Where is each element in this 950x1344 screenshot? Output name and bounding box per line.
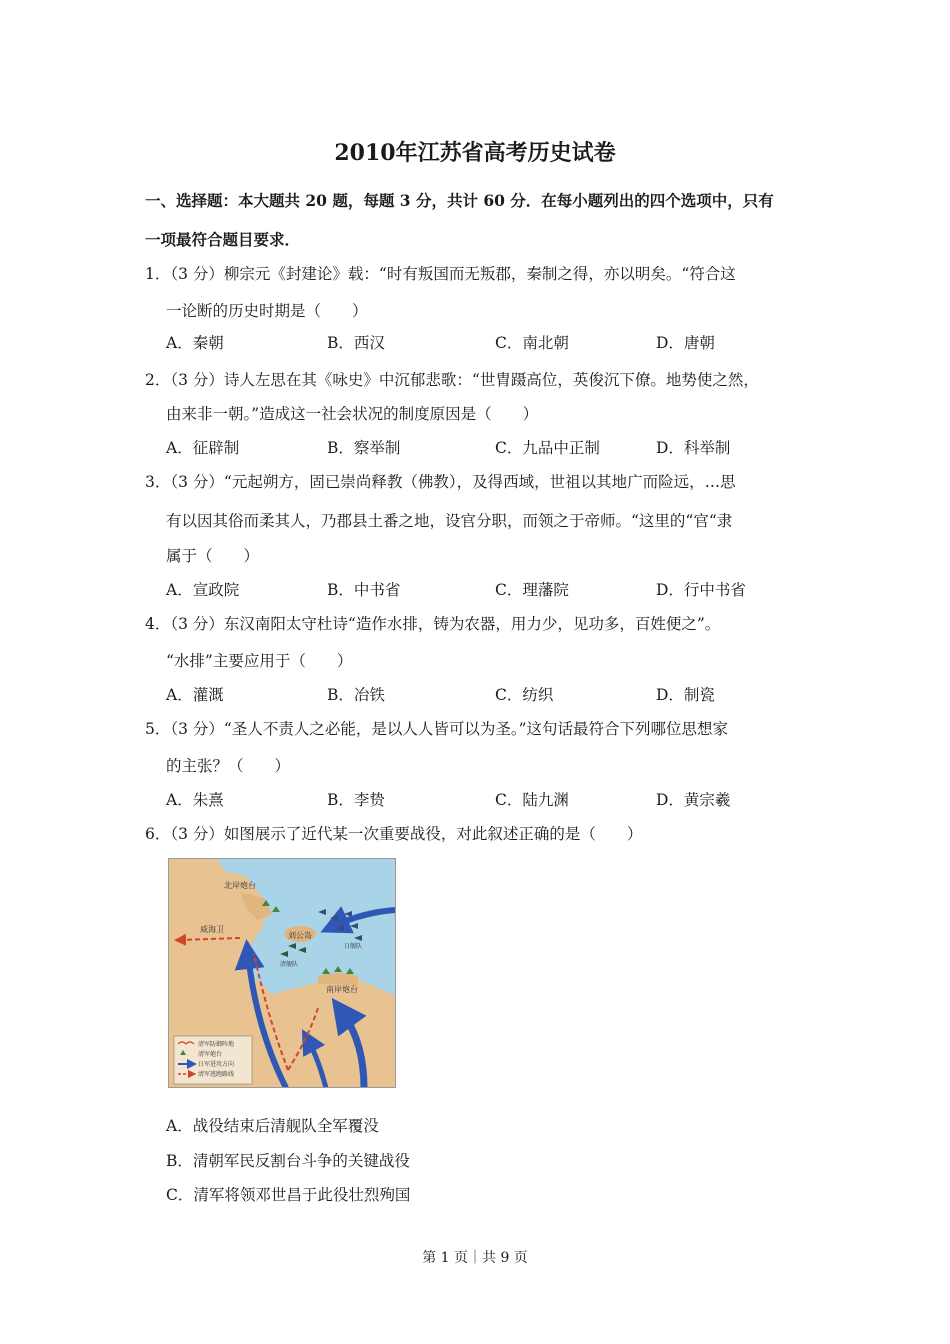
section-heading-line2: 一项最符合题目要求． (145, 230, 301, 249)
section-heading-line1: 一、选择题：本大题共 20 题，每题 3 分，共计 60 分．在每小题列出的四个选项中，只有 (145, 191, 774, 210)
label-north-fort: 北岸炮台 (224, 881, 256, 890)
question-3-line3: 属于（ ） (166, 547, 260, 565)
legend-item-retreat: 清军逃跑路线 (198, 1071, 235, 1078)
q4-option-d: D．制瓷 (656, 686, 715, 704)
question-3-line2: 有以因其俗而柔其人，乃郡县土番之地，设官分职，而领之于帝师。“这里的“官“隶 (166, 512, 733, 530)
question-6-line1: 6．（3 分）如图展示了近代某一次重要战役，对此叙述正确的是（ ） (145, 825, 643, 843)
q1-option-d: D．唐朝 (656, 334, 715, 352)
question-5-line2: 的主张？（ ） (166, 757, 291, 775)
q2-option-c: C．九品中正制 (495, 439, 600, 457)
q6-option-b: B．清朝军民反割台斗争的关键战役 (166, 1152, 410, 1170)
page-title: 2010年江苏省高考历史试卷 (334, 140, 616, 166)
q3-option-b: B．中书省 (327, 581, 401, 599)
q1-option-a: A．秦朝 (166, 334, 224, 352)
q5-option-b: B．李贽 (327, 791, 385, 809)
label-weihaiwei: 威海卫 (200, 925, 224, 934)
q2-option-d: D．科举制 (656, 439, 731, 457)
question-5-line1: 5．（3 分）“圣人不责人之必能，是以人人皆可以为圣。”这句话最符合下列哪位思想家 (145, 720, 729, 738)
q5-option-a: A．朱熹 (166, 791, 224, 809)
question-2-line1: 2．（3 分）诗人左思在其《咏史》中沉郁悲歌：“世胄蹑高位，英俊沉下僚。地势使之然， (145, 371, 759, 389)
question-1-line1: 1．（3 分）柳宗元《封建论》载：“时有叛国而无叛郡，秦制之得，亦以明矣。“符合这 (145, 265, 736, 283)
q6-option-a: A．战役结束后清舰队全军覆没 (166, 1117, 379, 1135)
question-4-line2: “水排”主要应用于（ ） (166, 652, 353, 670)
q4-option-c: C．纺织 (495, 686, 554, 704)
q1-option-c: C．南北朝 (495, 334, 569, 352)
q3-option-c: C．理藩院 (495, 581, 569, 599)
q5-option-d: D．黄宗羲 (656, 791, 731, 809)
question-1-line2: 一论断的历史时期是（ ） (166, 302, 368, 320)
question-2-line2: 由来非一朝。”造成这一社会状况的制度原因是（ ） (166, 405, 539, 423)
label-liugong: 刘公岛 (288, 931, 312, 940)
label-qing-fleet: 清舰队 (280, 961, 299, 968)
q5-option-c: C．陆九渊 (495, 791, 569, 809)
q6-option-c: C．清军将领邓世昌于此役壮烈殉国 (166, 1186, 411, 1204)
q2-option-b: B．察举制 (327, 439, 401, 457)
legend-item-fort: 清军炮台 (198, 1051, 223, 1058)
q4-option-a: A．灌溉 (166, 686, 224, 704)
legend-item-attack: 日军进攻方向 (198, 1061, 235, 1068)
battle-map-figure (168, 858, 396, 1088)
label-south-fort: 南岸炮台 (326, 985, 358, 994)
question-4-line1: 4．（3 分）东汉南阳太守杜诗“造作水排，铸为农器，用力少，见功多，百姓便之”。 (145, 615, 721, 633)
q1-option-b: B．西汉 (327, 334, 385, 352)
page-footer: 第 1 页｜共 9 页 (422, 1250, 528, 1266)
legend-item-defense: 清军防御阵地 (198, 1041, 235, 1048)
q2-option-a: A．征辟制 (166, 439, 240, 457)
q3-option-d: D．行中书省 (656, 581, 746, 599)
label-japan-fleet: 日舰队 (344, 943, 363, 950)
q4-option-b: B．冶铁 (327, 686, 385, 704)
question-3-line1: 3．（3 分）“元起朔方，固已崇尚释教（佛教），及得西域，世祖以其地广而险远，…思 (145, 473, 736, 491)
q3-option-a: A．宣政院 (166, 581, 240, 599)
